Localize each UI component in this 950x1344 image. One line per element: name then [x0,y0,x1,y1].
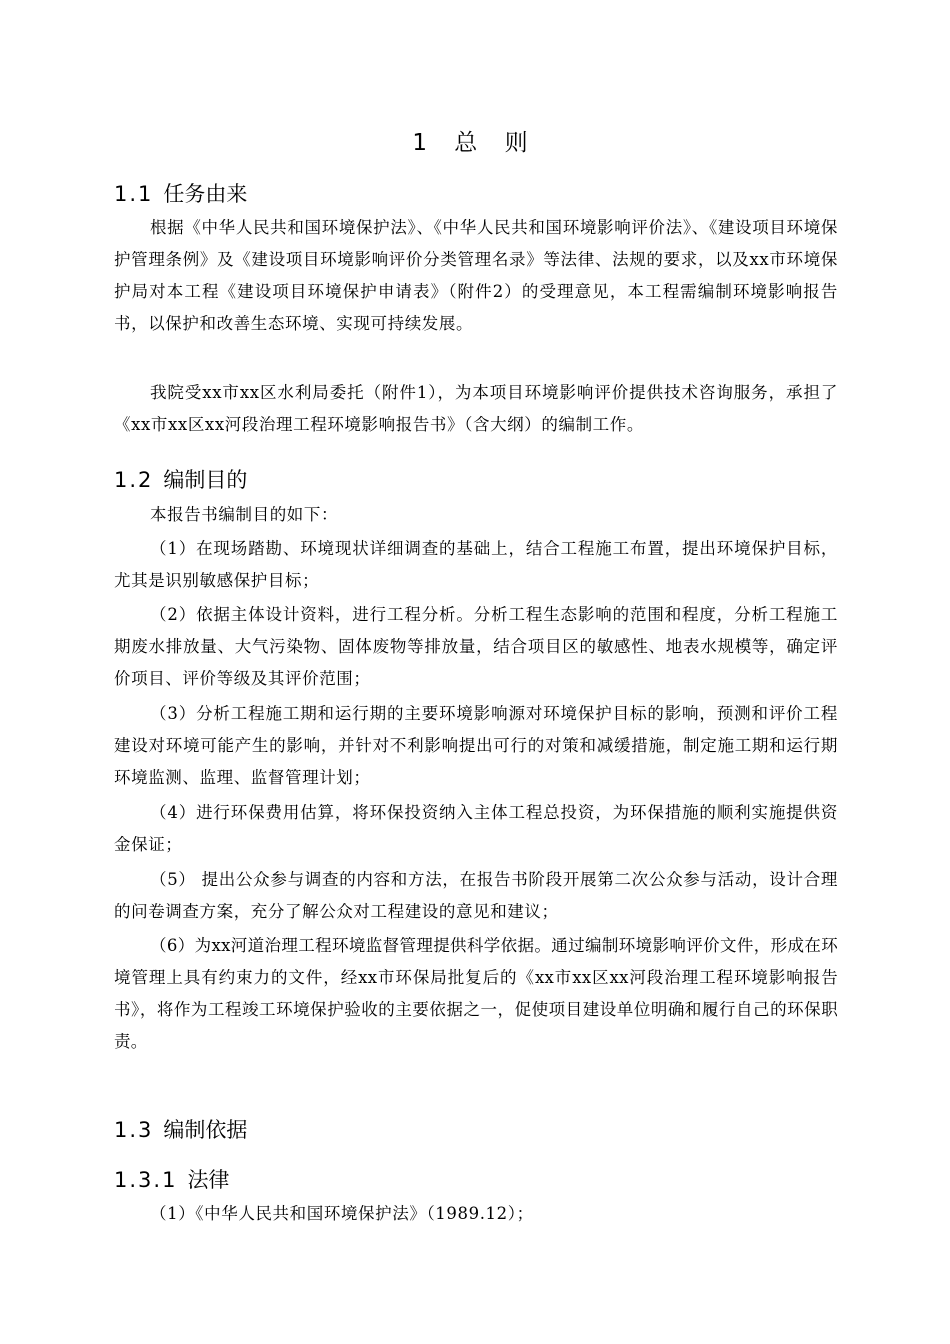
paragraph: 我院受xx市xx区水利局委托（附件1），为本项目环境影响评价提供技术咨询服务，承担了《xx市xx区xx河段治理工程环境影响报告书》（含大纲）的编制工作。 [114,383,838,434]
section-title: 法律 [187,1168,230,1192]
list-item: （3）分析工程施工期和运行期的主要环境影响源对环境保护目标的影响，预测和评价工程建设对环境可能产生的影响，并针对不利影响提出可行的对策和减缓措施，制定施工期和运行期环境监测、监理、监督管理计划； [114,704,838,787]
section-number: 1.1 [114,182,154,206]
section-title: 编制依据 [163,1118,248,1142]
section-heading-1-2 [114,464,247,494]
section-title: 任务由来 [163,182,248,206]
section-title: 编制目的 [163,468,248,492]
list-item: （2）依据主体设计资料，进行工程分析。分析工程生态影响的范围和程度，分析工程施工期废水排放量、大气污染物、固体废物等排放量，结合项目区的敏感性、地表水规模等，确定评价项目、评价等级及其评价范围； [114,605,838,688]
section-number: 1.3.1 [114,1168,178,1192]
paragraph: 根据《中华人民共和国环境保护法》、《中华人民共和国环境影响评价法》、《建设项目环境保护管理条例》及《建设项目环境影响评价分类管理名录》等法律、法规的要求，以及xx市环境保护局对本工程《建设项目环境保护申请表》（附件2）的受理意见，本工程需编制环境影响报告书，以保护和改善生态环境、实现可持续发展。 [114,218,838,333]
list-item: （6）为xx河道治理工程环境监督管理提供科学依据。通过编制环境影响评价文件，形成在环境管理上具有约束力的文件，经xx市环保局批复后的《xx市xx区xx河段治理工程环境影响报告书》，将作为工程竣工环境保护验收的主要依据之一，促使项目建设单位明确和履行自己的环保职责。 [114,936,838,1051]
section-number: 1.3 [114,1118,154,1142]
section-heading-1-3 [114,1114,247,1144]
list-item: （1）《中华人民共和国环境保护法》（1989.12）； [150,1204,534,1223]
list-item: （1）在现场踏勘、环境现状详细调查的基础上，结合工程施工布置，提出环境保护目标，尤其是识别敏感保护目标； [114,539,838,590]
list-item: （5） 提出公众参与调查的内容和方法，在报告书阶段开展第二次公众参与活动，设计合理的问卷调查方案，充分了解公众对工程建设的意见和建议； [114,870,838,921]
paragraph: 本报告书编制目的如下： [150,505,339,524]
subsection-heading-1-3-1 [114,1164,229,1194]
list-item: （4）进行环保费用估算，将环保投资纳入主体工程总投资，为环保措施的顺利实施提供资金保证； [114,803,838,854]
chapter-title: 1 总 则 [412,130,538,156]
section-number: 1.2 [114,468,154,492]
section-heading-1-1 [114,178,247,208]
